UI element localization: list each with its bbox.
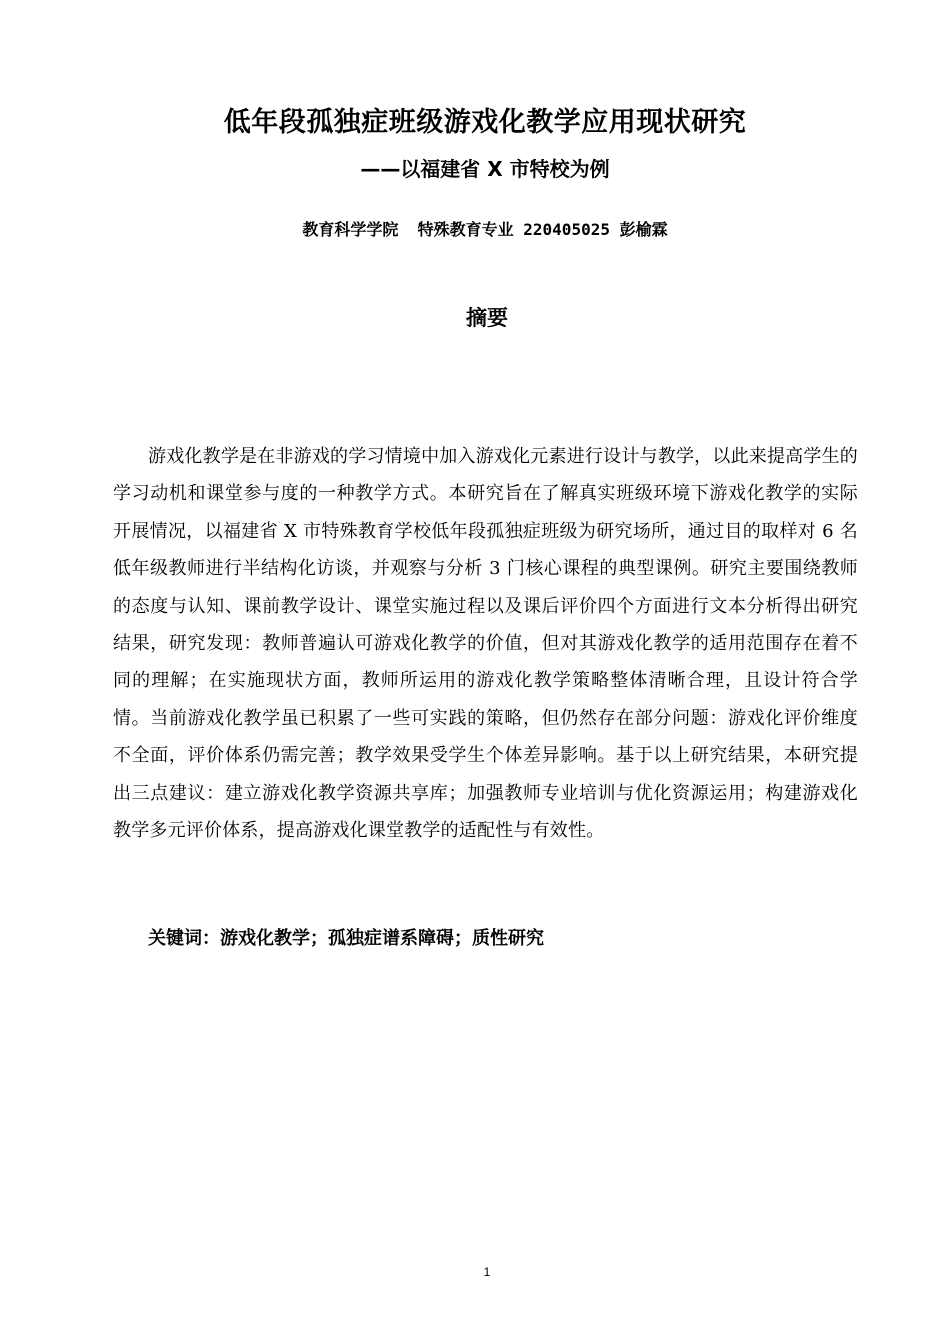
page-number: 1 <box>483 1265 491 1279</box>
abstract-heading: 摘要 <box>466 306 508 330</box>
paper-subtitle: ——以福建省 X 市特校为例 <box>360 157 610 181</box>
paper-title: 低年段孤独症班级游戏化教学应用现状研究 <box>223 107 747 138</box>
author-line: 教育科学学院 特殊教育专业 220405025 彭榆霖 <box>302 220 668 239</box>
abstract-body: 游戏化教学是在非游戏的学习情境中加入游戏化元素进行设计与教学，以此来提高学生的学习动机和课堂参与度的一种教学方式。本研究旨在了解真实班级环境下游戏化教学的实际开展情况，以福建省 X 市特殊教育学校低年段孤独症班级为研究场所，通过目的取样对 6 名低年级教师进行半结构化访谈，并观察与分析 3 门核心课程的典型课例。研究主要围绕教师的态度与认知、课前教学设计、课堂实施过程以及课后评价四个方面进行文本分析得出研究结果，研究发现：教师普遍认可游戏化教学的价值，但对其游戏化教学的适用范围存在着不同的理解；在实施现状方面，教师所运用的游戏化教学策略整体清晰合理，且设计符合学情。当前游戏化教学虽已积累了一些可实践的策略，但仍然存在部分问题：游戏化评价维度不全面，评价体系仍需完善；教学效果受学生个体差异影响。基于以上研究结果，本研究提出三点建议：建立游戏化教学资源共享库；加强教师专业培训与优化资源运用；构建游戏化教学多元评价体系，提高游戏化课堂教学的适配性与有效性。 <box>113 446 858 842</box>
keywords-line: 关键词：游戏化教学；孤独症谱系障碍；质性研究 <box>148 928 544 949</box>
